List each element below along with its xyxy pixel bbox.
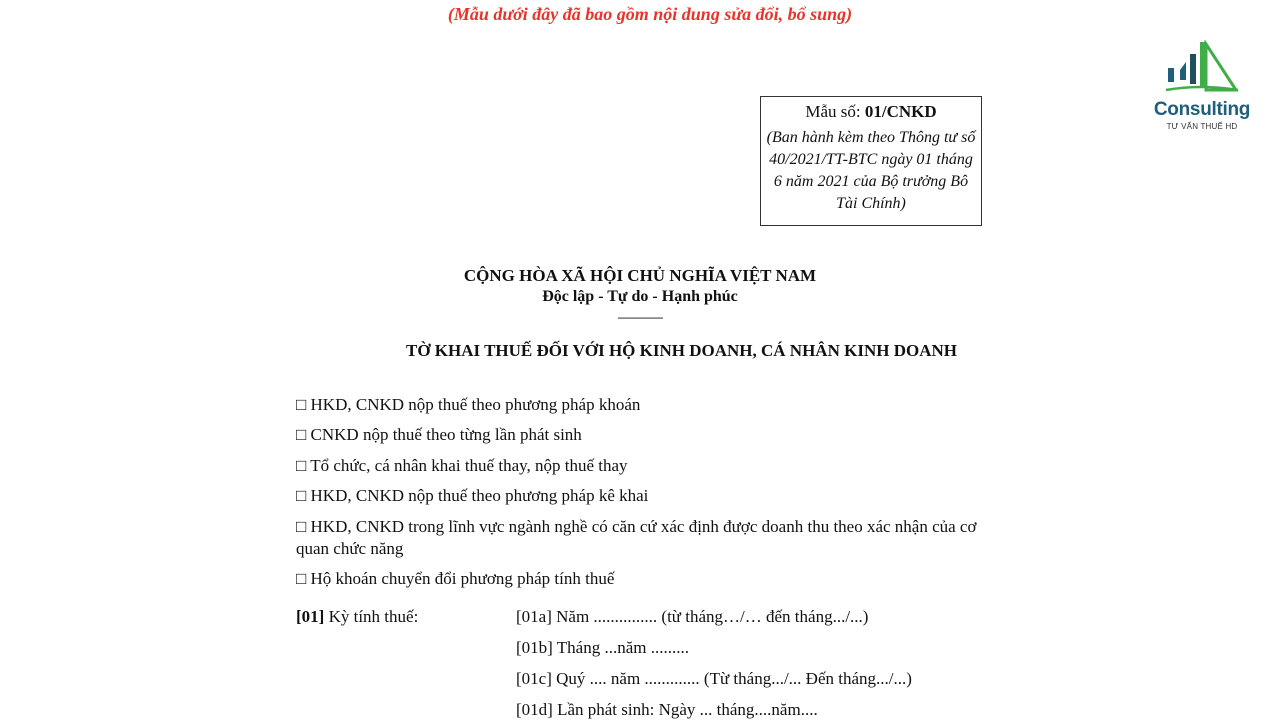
- form-number-box: [760, 96, 982, 226]
- country-name: CỘNG HÒA XÃ HỘI CHỦ NGHĨA VIỆT NAM: [463, 266, 817, 285]
- form-code-value: 01/CNKD: [864, 102, 937, 121]
- national-motto: Độc lập - Tự do - Hạnh phúc: [542, 288, 738, 305]
- option-label: Hộ khoán chuyển đổi phương pháp tính thuế: [310, 569, 615, 588]
- option-label: HKD, CNKD nộp thuế theo phương pháp kê khai: [310, 486, 649, 505]
- period-line: [01c] Quý .... năm ............. (Từ tháng.../... Đến tháng.../...): [516, 669, 912, 688]
- form-code: [761, 101, 981, 123]
- option-label: Tổ chức, cá nhân khai thuế thay, nộp thuế thay: [310, 456, 628, 475]
- checkbox-icon[interactable]: □: [296, 425, 307, 444]
- checkbox-icon[interactable]: □: [296, 517, 307, 536]
- option-label: HKD, CNKD trong lĩnh vực ngành nghề có căn cứ xác định được doanh thu theo xác nhận của cơ quan chức năng: [296, 517, 977, 558]
- tax-period-label: [296, 607, 418, 627]
- tax-period-text: Kỳ tính thuế:: [324, 607, 419, 626]
- checkbox-icon[interactable]: □: [296, 486, 307, 505]
- option-item[interactable]: [296, 485, 986, 507]
- checkbox-icon[interactable]: □: [296, 395, 307, 414]
- period-line: [01d] Lần phát sinh: Ngày ... tháng....năm....: [516, 700, 818, 719]
- amendment-note: (Mẫu dưới đây đã bao gồm nội dung sửa đổi, bổ sung): [447, 4, 853, 24]
- tax-period-code: [01]: [296, 607, 325, 626]
- logo-wordmark: Consulting: [1153, 99, 1251, 120]
- option-item[interactable]: [296, 568, 986, 590]
- option-item[interactable]: [296, 455, 986, 477]
- bar-chart-arrow-icon: [1146, 40, 1258, 100]
- consulting-logo: [1146, 40, 1258, 132]
- form-code-prefix: Mẫu số:: [805, 102, 865, 121]
- logo-tagline: TƯ VẤN THUẾ HD: [1166, 122, 1238, 131]
- option-label: HKD, CNKD nộp thuế theo phương pháp khoán: [310, 395, 641, 414]
- period-line: [01a] Năm ............... (từ tháng…/… đến tháng.../...): [516, 607, 869, 626]
- form-title: TỜ KHAI THUẾ ĐỐI VỚI HỘ KINH DOANH, CÁ NHÂN KINH DOANH: [406, 341, 957, 360]
- option-label: CNKD nộp thuế theo từng lần phát sinh: [310, 425, 582, 444]
- header-divider: ---------------: [617, 310, 663, 324]
- checkbox-icon[interactable]: □: [296, 456, 307, 475]
- option-item[interactable]: [296, 394, 986, 416]
- option-item[interactable]: [296, 424, 986, 446]
- checkbox-icon[interactable]: □: [296, 569, 307, 588]
- period-line: [01b] Tháng ...năm .........: [516, 638, 689, 657]
- issuing-circular: (Ban hành kèm theo Thông tư số 40/2021/TT-BTC ngày 01 tháng 6 năm 2021 của Bộ trưởng Bô Tài Chính): [766, 129, 976, 212]
- option-item[interactable]: [296, 516, 986, 560]
